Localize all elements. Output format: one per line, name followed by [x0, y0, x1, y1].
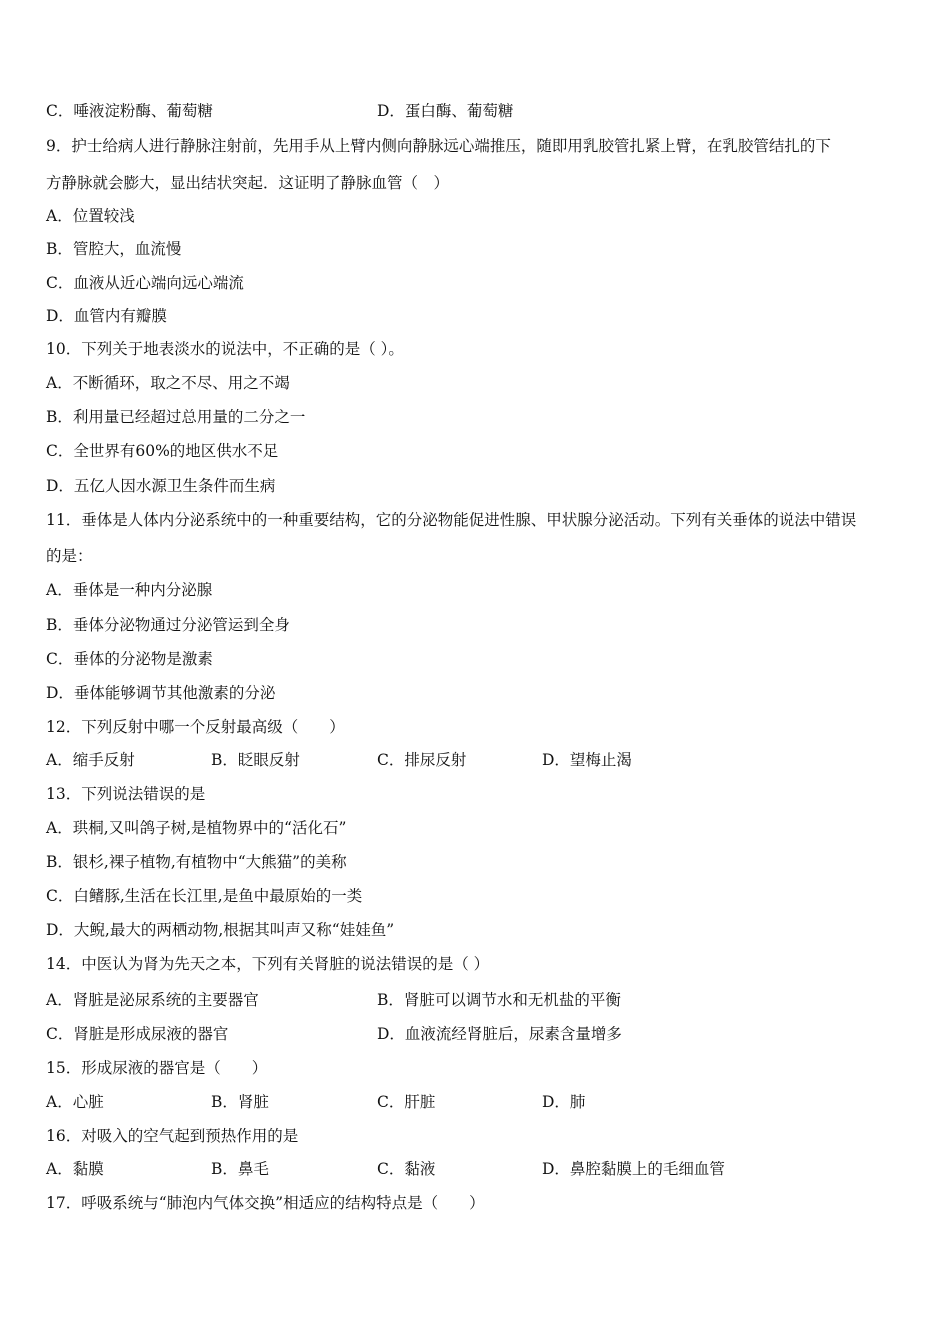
- question-stem: 11．垂体是人体内分泌系统中的一种重要结构，它的分泌物能促进性腺、甲状腺分泌活动。下列有关垂体的说法中错误: [46, 511, 857, 529]
- answer-option: A．缩手反射: [46, 751, 135, 769]
- answer-option: B．鼻毛: [211, 1160, 269, 1178]
- answer-option: A．垂体是一种内分泌腺: [46, 581, 213, 599]
- answer-option: A．心脏: [46, 1093, 104, 1111]
- answer-option: B．垂体分泌物通过分泌管运到全身: [46, 616, 290, 634]
- answer-option: C．唾液淀粉酶、葡萄糖: [46, 102, 213, 120]
- answer-option: D．血管内有瓣膜: [46, 307, 167, 325]
- answer-option: C．黏液: [377, 1160, 436, 1178]
- answer-option: C．血液从近心端向远心端流: [46, 274, 244, 292]
- answer-option: A．黏膜: [46, 1160, 104, 1178]
- answer-option: B．管腔大，血流慢: [46, 240, 182, 258]
- answer-option: D．望梅止渴: [542, 751, 632, 769]
- question-text: 的是：: [46, 547, 93, 565]
- answer-option: A．不断循环，取之不尽、用之不竭: [46, 374, 290, 392]
- answer-option: A．肾脏是泌尿系统的主要器官: [46, 991, 259, 1009]
- answer-option: C．肾脏是形成尿液的器官: [46, 1025, 229, 1043]
- answer-option: D．大鲵,最大的两栖动物,根据其叫声又称“娃娃鱼”: [46, 921, 395, 939]
- answer-option: B．眨眼反射: [211, 751, 300, 769]
- answer-option: D．鼻腔黏膜上的毛细血管: [542, 1160, 725, 1178]
- question-stem: 16．对吸入的空气起到预热作用的是: [46, 1127, 299, 1145]
- answer-option: C．肝脏: [377, 1093, 436, 1111]
- answer-option: C．白鳍豚,生活在长江里,是鱼中最原始的一类: [46, 887, 363, 905]
- answer-option: C．排尿反射: [377, 751, 467, 769]
- answer-option: D．血液流经肾脏后，尿素含量增多: [377, 1025, 622, 1043]
- question-stem: 10．下列关于地表淡水的说法中，不正确的是（ ）。: [46, 340, 404, 358]
- answer-option: B．利用量已经超过总用量的二分之一: [46, 408, 306, 426]
- answer-option: B．银杉,裸子植物,有植物中“大熊猫”的美称: [46, 853, 347, 871]
- question-stem: 14．中医认为肾为先天之本，下列有关肾脏的说法错误的是（ ）: [46, 955, 490, 973]
- answer-option: C．垂体的分泌物是激素: [46, 650, 213, 668]
- question-stem: 12．下列反射中哪一个反射最高级（ ）: [46, 718, 345, 736]
- answer-option: A．位置较浅: [46, 207, 135, 225]
- answer-option: C．全世界有60%的地区供水不足: [46, 442, 279, 460]
- question-stem: 9．护士给病人进行静脉注射前，先用手从上臂内侧向静脉远心端推压，随即用乳胶管扎紧上臂，在乳胶管结扎的下: [46, 137, 831, 155]
- answer-option: D．肺: [542, 1093, 586, 1111]
- question-stem: 13．下列说法错误的是: [46, 785, 206, 803]
- answer-option: B．肾脏可以调节水和无机盐的平衡: [377, 991, 621, 1009]
- question-stem: 17．呼吸系统与“肺泡内气体交换”相适应的结构特点是（ ）: [46, 1194, 485, 1212]
- answer-option: B．肾脏: [211, 1093, 269, 1111]
- answer-option: D．蛋白酶、葡萄糖: [377, 102, 514, 120]
- question-text: 方静脉就会膨大，显出结状突起．这证明了静脉血管（ ）: [46, 174, 450, 192]
- answer-option: D．五亿人因水源卫生条件而生病: [46, 477, 276, 495]
- question-stem: 15．形成尿液的器官是（ ）: [46, 1059, 268, 1077]
- answer-option: A．珙桐,又叫鸽子树,是植物界中的“活化石”: [46, 819, 347, 837]
- answer-option: D．垂体能够调节其他激素的分泌: [46, 684, 276, 702]
